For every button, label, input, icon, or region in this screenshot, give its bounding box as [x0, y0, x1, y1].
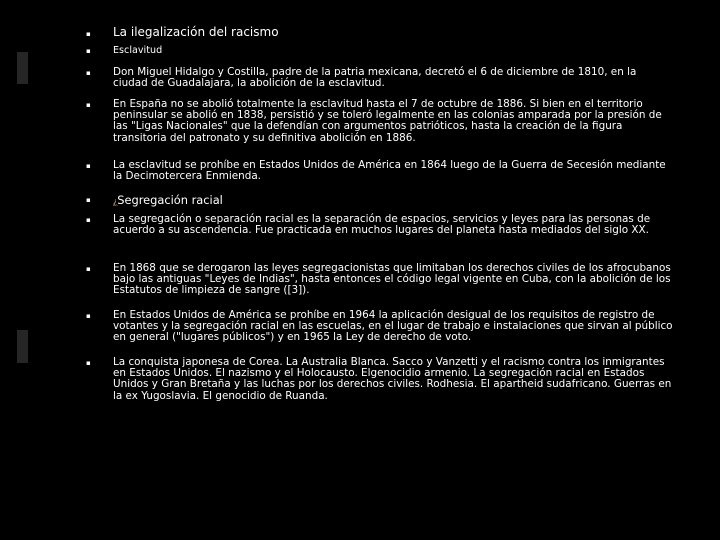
bullet-icon: ▪ — [86, 196, 91, 204]
list-item-text: Esclavitud — [113, 45, 163, 56]
list-item-text: En Estados Unidos de América se prohíbe en 1964 la aplicación desigual de los requisitos de registro de votantes y la segregación racial en las escuelas, en el lugar de trabajo e instalaciones que sirvan al público en general ("lugares públicos") y en 1965 la Ley de derecho de voto. — [113, 309, 673, 344]
list-item-text: En 1868 que se derogaron las leyes segregacionistas que limitaban los derechos civiles de los afrocubanos bajo las antiguas "Leyes de Indias", hasta entonces el código legal vigente en Cuba, con la abolición de los Estatutos de limpieza de sangre ([3]). — [113, 262, 671, 297]
list-item-text: En España no se abolió totalmente la esclavitud hasta el 7 de octubre de 1886. Si bien en el territorio peninsular se abolió en 1838, persistió y se toleró legalmente en las colonias amparada por la presión de las "Ligas Nacionales" que la defendían con argumentos patrióticos, hasta la creación de la figura transitoria del patronato y su definitiva abolición en 1886. — [113, 98, 662, 144]
section-heading-text: Segregación racial — [117, 193, 223, 207]
list-item-text: Don Miguel Hidalgo y Costilla, padre de la patria mexicana, decretó el 6 de diciembre de 1810, en la ciudad de Guadalajara, la abolición de la esclavitud. — [113, 66, 637, 90]
bullet-icon: ▪ — [86, 216, 91, 224]
list-item-text: La segregación o separación racial es la separación de espacios, servicios y leyes para las personas de acuerdo a su ascendencia. Fue practicada en muchos lugares del planeta hasta mediados del siglo XX. — [113, 213, 651, 237]
bullet-icon: ▪ — [86, 162, 91, 170]
bullet-icon: ▪ — [86, 30, 91, 38]
bullet-icon: ▪ — [86, 265, 91, 273]
bullet-icon: ▪ — [86, 47, 91, 55]
bullet-icon: ▪ — [86, 312, 91, 320]
list-item-text: La conquista japonesa de Corea. La Australia Blanca. Sacco y Vanzetti y el racismo contra los inmigrantes en Estados Unidos. El nazismo y el Holocausto. Elgenocidio armenio. La segregación racial en Estados Unidos y Gran Bretaña y las luchas por los derechos civiles. Rodhesia. El apartheid sudafricano. Guerras en la ex Yugoslavia. El genocidio de Ruanda. — [113, 356, 672, 402]
slide-heading: La ilegalización del racismo — [113, 25, 279, 39]
section-heading — [113, 193, 673, 209]
bullet-icon: ▪ — [86, 101, 91, 109]
list-item-text: La esclavitud se prohíbe en Estados Unidos de América en 1864 luego de la Guerra de Secesión mediante la Decimotercera Enmienda. — [113, 159, 666, 183]
bullet-icon: ▪ — [86, 69, 91, 77]
link-marker[interactable]: ¿ — [113, 197, 118, 206]
bullet-icon: ▪ — [86, 359, 91, 367]
